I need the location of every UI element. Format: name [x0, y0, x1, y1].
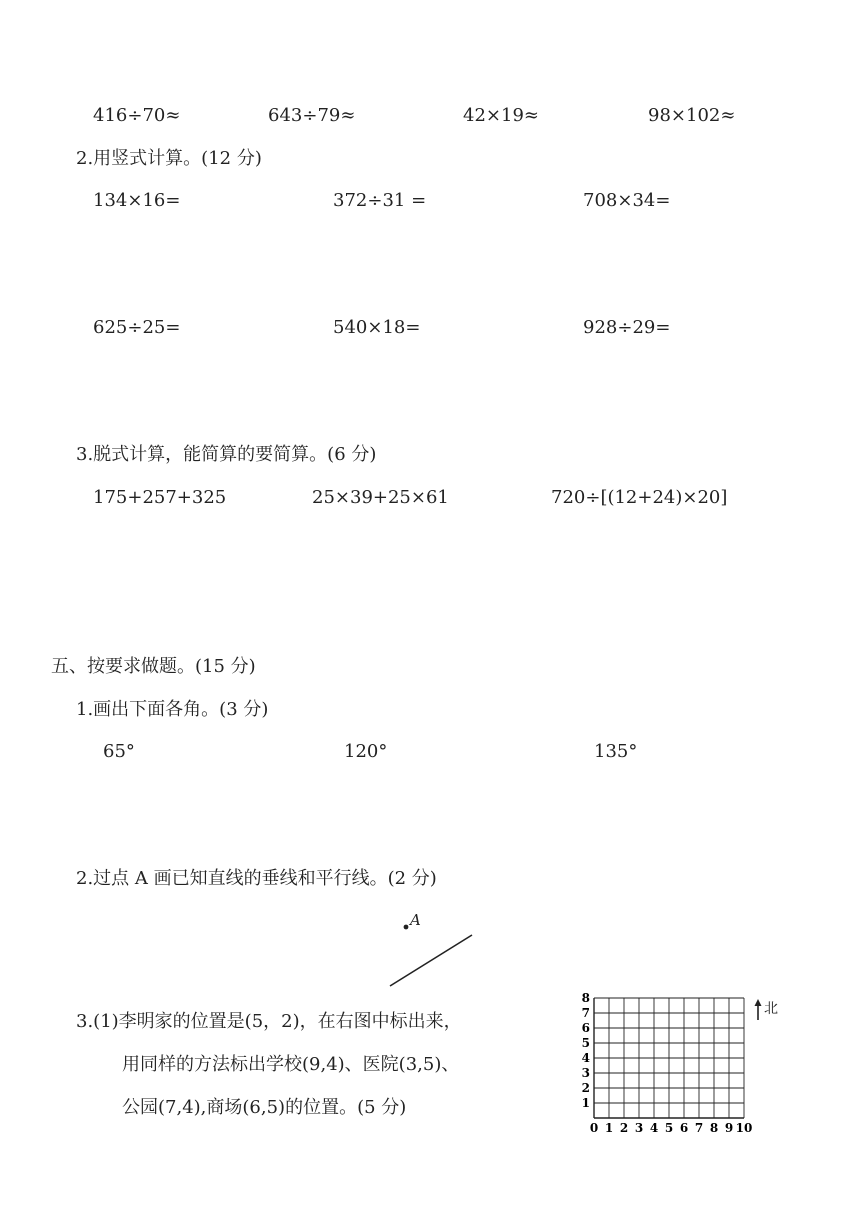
s5-q3-line1: 3.(1)李明家的位置是(5，2)，在右图中标出来，: [76, 1011, 462, 1032]
q3-item-2: 25×39+25×61: [312, 487, 449, 508]
given-line: [390, 935, 472, 986]
x-tick-label: 10: [735, 1121, 753, 1135]
y-tick-label: 2: [581, 1081, 590, 1095]
estimate-item-2: 643÷79≈: [268, 105, 356, 126]
x-tick-label: 9: [724, 1121, 734, 1135]
q2-item-5: 540×18=: [333, 317, 421, 338]
estimate-item-4: 98×102≈: [648, 105, 736, 126]
q3-item-3: 720÷[(12+24)×20]: [551, 487, 728, 508]
y-tick-label: 1: [581, 1096, 590, 1110]
estimate-item-3: 42×19≈: [463, 105, 539, 126]
angle-135: 135°: [594, 741, 638, 762]
x-tick-label: 7: [694, 1121, 704, 1135]
north-label: 北: [764, 1001, 778, 1017]
angle-120: 120°: [344, 741, 388, 762]
point-a-label: A: [410, 911, 421, 929]
section5-title: 五、按要求做题。(15 分): [51, 656, 256, 677]
s5-q3-line3: 公园(7,4),商场(6,5)的位置。(5 分): [122, 1097, 407, 1118]
q2-item-1: 134×16=: [93, 190, 181, 211]
s5-q1-title: 1.画出下面各角。(3 分): [76, 699, 269, 720]
y-tick-label: 8: [581, 991, 590, 1005]
x-tick-label: 0: [589, 1121, 599, 1135]
x-tick-label: 3: [634, 1121, 644, 1135]
x-tick-label: 1: [604, 1121, 614, 1135]
x-tick-label: 6: [679, 1121, 689, 1135]
x-tick-label: 4: [649, 1121, 659, 1135]
y-tick-label: 6: [581, 1021, 590, 1035]
q3-item-1: 175+257+325: [93, 487, 227, 508]
line-figure: [380, 910, 480, 990]
q3-title: 3.脱式计算，能简算的要简算。(6 分): [76, 444, 377, 465]
x-tick-label: 2: [619, 1121, 629, 1135]
q2-item-2: 372÷31 =: [333, 190, 427, 211]
q2-title: 2.用竖式计算。(12 分): [76, 148, 262, 169]
y-tick-label: 4: [581, 1051, 590, 1065]
q2-item-3: 708×34=: [583, 190, 671, 211]
s5-q2-title: 2.过点 A 画已知直线的垂线和平行线。(2 分): [76, 868, 437, 889]
s5-q3-line2: 用同样的方法标出学校(9,4)、医院(3,5)、: [122, 1054, 460, 1075]
y-tick-label: 3: [581, 1066, 590, 1080]
y-tick-label: 5: [581, 1036, 590, 1050]
q2-item-4: 625÷25=: [93, 317, 181, 338]
q2-item-6: 928÷29=: [583, 317, 671, 338]
angle-65: 65°: [103, 741, 135, 762]
point-a: [404, 925, 409, 930]
x-tick-label: 5: [664, 1121, 674, 1135]
x-tick-label: 8: [709, 1121, 719, 1135]
estimate-item-1: 416÷70≈: [93, 105, 181, 126]
north-arrowhead-icon: [755, 999, 762, 1006]
y-tick-label: 7: [581, 1006, 590, 1020]
